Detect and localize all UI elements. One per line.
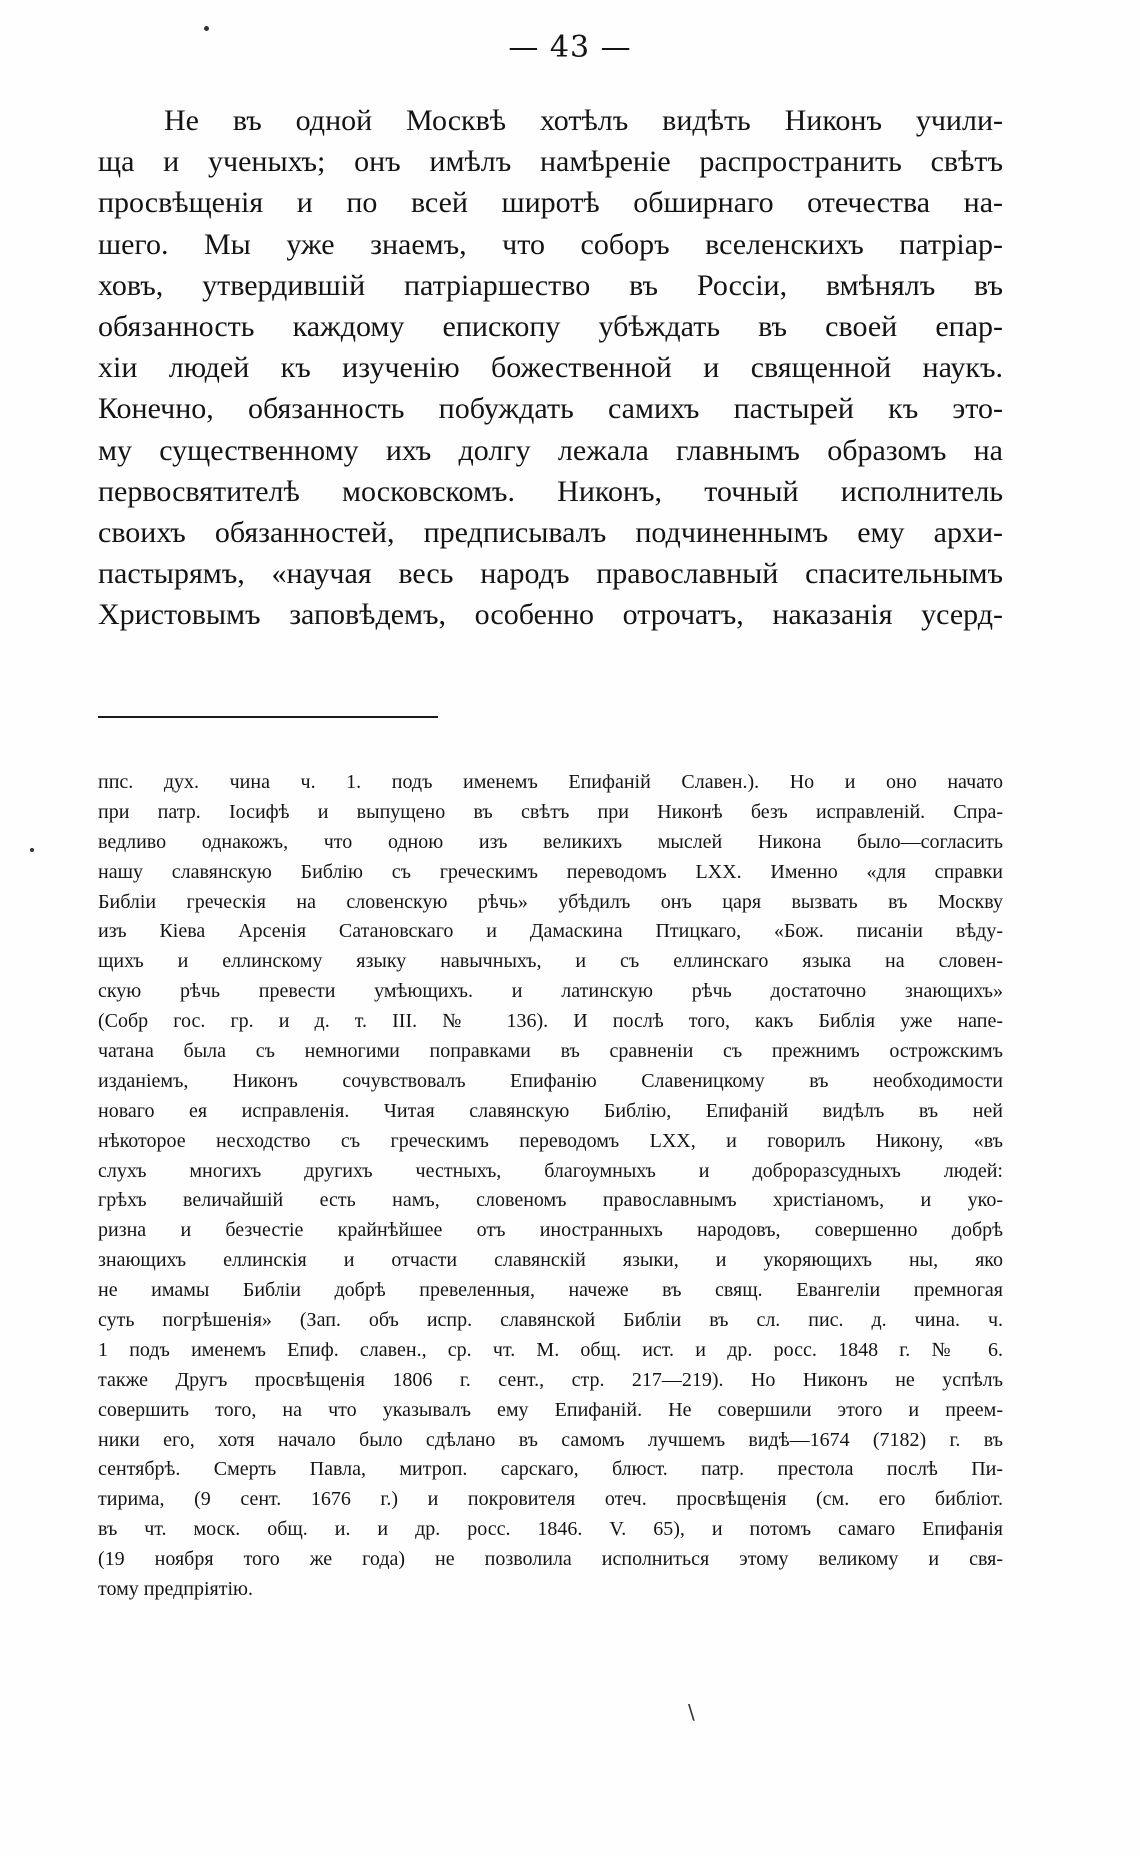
footnote-line: нашу славянскую Библію съ греческимъ переводомъ LXX. Именно «для справки <box>98 860 1003 883</box>
footnote-line: ппс. дух. чина ч. 1. подъ именемъ Епифаній Славен.). Но и оно начато <box>98 771 1003 793</box>
main-text <box>98 100 1003 635</box>
footnote <box>98 768 1003 1605</box>
footnote-line: Библіи греческія на словенскую рѣчь» убѣдилъ онъ царя вызвать въ Москву <box>98 890 1003 913</box>
page-number: — 43 — <box>508 30 632 65</box>
footnote-line: (Собр гос. гр. и д. т. III. № 136). И послѣ того, какъ Библія уже напе- <box>98 1010 1003 1033</box>
footnote-line: изъ Кіева Арсенія Сатановскаго и Дамаскина Птицкаго, «Бож. писаніи вѣду- <box>98 920 1003 943</box>
footnote-line: скую рѣчь превести умѣющихъ. и латинскую рѣчь достаточно знающихъ» <box>98 980 1003 1003</box>
footnote-line: (19 ноября того же года) не позволила исполниться этому великому и свя- <box>98 1548 1003 1571</box>
footnote-line: сентябрѣ. Смерть Павла, митроп. сарскаго, блюст. патр. престола послѣ Пи- <box>98 1458 1003 1481</box>
footnote-line: при патр. Іосифѣ и выпущено въ свѣтъ при Никонѣ безъ исправленій. Спра- <box>98 800 1003 823</box>
footnote-line: не имамы Библіи добрѣ превеленныя, начеже въ свящ. Евангеліи премногая <box>98 1279 1003 1302</box>
footnote-line: тирима, (9 сент. 1676 г.) и покровителя отеч. просвѣщенія (см. его библіот. <box>98 1488 1003 1511</box>
footnote-line: 1 подъ именемъ Епиф. славен., ср. чт. М. общ. ист. и др. росс. 1848 г. № 6. <box>98 1338 1003 1361</box>
body-line: ховъ, утвердившій патріаршество въ Россіи, вмѣнялъ въ <box>98 268 1003 302</box>
footnote-line: ники его, хотя начало было сдѣлано въ самомъ лучшемъ видѣ—1674 (7182) г. въ <box>98 1428 1003 1451</box>
body-line: Не въ одной Москвѣ хотѣлъ видѣть Никонъ учили- <box>164 104 1003 137</box>
scan-speck <box>30 848 34 852</box>
body-line: ща и ученыхъ; онъ имѣлъ намѣреніе распространить свѣтъ <box>98 145 1003 179</box>
footnote-line: также Другъ просвѣщенія 1806 г. сент., стр. 217—219). Но Никонъ не успѣлъ <box>98 1368 1003 1391</box>
footnote-line: нѣкоторое несходство съ греческимъ переводомъ LXX, и говорилъ Никону, «въ <box>98 1129 1003 1152</box>
scan-mark: \ <box>688 1700 695 1724</box>
footnote-line: суть погрѣшенія» (Зап. объ испр. славянской Библіи въ сл. пис. д. чина. ч. <box>98 1309 1003 1332</box>
footnote-line: чатана была съ немногими поправками въ сравненіи съ прежнимъ острожскимъ <box>98 1040 1003 1063</box>
body-line: пастырямъ, «научая весь народъ православный спасительнымъ <box>98 557 1003 591</box>
body-line: просвѣщенія и по всей широтѣ обширнаго отечества на- <box>98 186 1003 220</box>
body-line: хіи людей къ изученію божественной и священной наукъ. <box>98 351 1003 385</box>
footnote-line: грѣхъ величайшій есть намъ, словеномъ православнымъ христіаномъ, и уко- <box>98 1189 1003 1212</box>
footnote-line: изданіемъ, Никонъ сочувствовалъ Епифанію Славеницкому въ необходимости <box>98 1069 1003 1092</box>
body-line: первосвятителѣ московскомъ. Никонъ, точный исполнитель <box>98 474 1003 508</box>
footnote-line: слухъ многихъ другихъ честныхъ, благоумныхъ и доброразсудныхъ людей: <box>98 1159 1003 1182</box>
footnote-line: тому предпріятію. <box>98 1578 253 1601</box>
body-line: му существенному ихъ долгу лежала главнымъ образомъ на <box>98 433 1003 467</box>
scan-speck <box>204 26 209 31</box>
footnote-line: въ чт. моск. общ. и. и др. росс. 1846. V. 65), и потомъ самаго Епифанія <box>98 1518 1003 1541</box>
footnote-line: щихъ и еллинскому языку навычныхъ, и съ еллинскаго языка на словен- <box>98 950 1003 973</box>
footnote-line: знающихъ еллинскія и отчасти славянскій языки, и укоряющихъ ны, яко <box>98 1249 1003 1272</box>
footnote-line: ведливо однакожъ, что одною изъ великихъ мыслей Никона было—согласить <box>98 830 1003 853</box>
body-line: обязанность каждому епископу убѣждать въ своей епар- <box>98 309 1003 343</box>
body-line: Христовымъ заповѣдемъ, особенно отрочатъ, наказанія усерд- <box>98 598 1003 632</box>
footnote-divider <box>98 716 438 718</box>
footnote-line: ризна и безчестіе крайнѣйшее отъ иностранныхъ народовъ, совершенно добрѣ <box>98 1219 1003 1242</box>
footnote-line: новаго ея исправленія. Читая славянскую Библію, Епифаній видѣлъ въ ней <box>98 1099 1003 1122</box>
body-line: шего. Мы уже знаемъ, что соборъ вселенскихъ патріар- <box>98 227 1003 261</box>
body-line: своихъ обязанностей, предписывалъ подчиненнымъ ему архи- <box>98 515 1003 549</box>
footnote-line: совершить того, на что указывалъ ему Епифаній. Не совершили этого и преем- <box>98 1398 1003 1421</box>
body-line: Конечно, обязанность побуждать самихъ пастырей къ это- <box>98 392 1003 426</box>
